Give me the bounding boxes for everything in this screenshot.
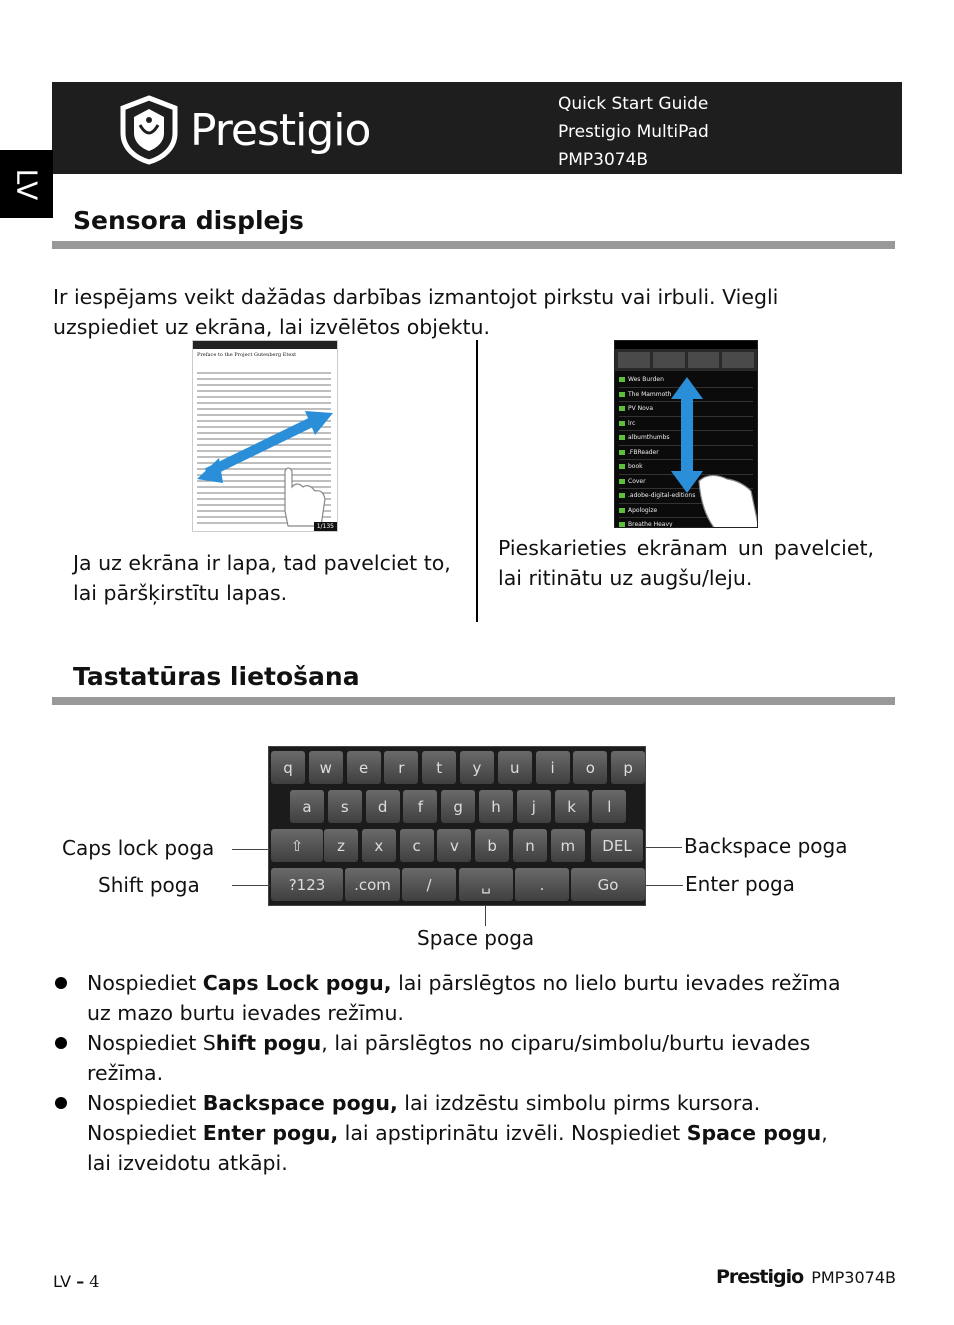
file-name: Wes Burden: [628, 376, 664, 384]
key-k[interactable]: k: [555, 790, 589, 823]
header-line-guide: Quick Start Guide: [558, 94, 709, 114]
key-u[interactable]: u: [498, 751, 532, 784]
file-name: Apologize: [628, 506, 658, 514]
section-title-touchscreen: Sensora displejs: [73, 206, 304, 235]
header-line-product: Prestigio MultiPad: [558, 122, 709, 142]
intro-paragraph: Ir iespējams veikt dažādas darbības izmantojot pirkstu vai irbuli. Viegli uzspiediet uz ekrāna, lai izvēlētos objektu.: [53, 285, 779, 339]
key-e[interactable]: e: [347, 751, 381, 784]
shift-label: Shift poga: [98, 873, 200, 897]
key-i[interactable]: i: [536, 751, 570, 784]
key-n[interactable]: n: [513, 829, 547, 862]
filelist-screenshot: [614, 340, 758, 528]
file-name: lrc: [628, 419, 636, 427]
key-v[interactable]: v: [437, 829, 471, 862]
period-key[interactable]: .: [515, 868, 569, 901]
space-leader: [485, 906, 486, 926]
caps-lock-label: Caps lock poga: [62, 836, 215, 860]
file-name: albumthumbs: [628, 434, 670, 442]
file-name: book: [628, 463, 643, 471]
ebook-text-lines: [193, 361, 338, 531]
prestigio-shield-icon: [118, 95, 180, 165]
enter-leader: [646, 885, 683, 886]
onscreen-keyboard: [268, 746, 646, 906]
ebook-screenshot: [192, 340, 338, 532]
file-name: Breathe Heavy: [628, 521, 673, 528]
space-key[interactable]: ␣: [459, 868, 513, 901]
key-r[interactable]: r: [384, 751, 418, 784]
list-item: Nospiediet Shift pogu, lai pārslēgtos no ciparu/simbolu/burtu ievades režīma.: [55, 1028, 855, 1088]
key-j[interactable]: j: [517, 790, 551, 823]
footer-brand: [716, 1266, 896, 1288]
slash-key[interactable]: /: [402, 868, 456, 901]
key-p[interactable]: p: [611, 751, 645, 784]
space-label: Space poga: [417, 926, 535, 950]
brand-logo: [118, 94, 428, 166]
column-divider: [476, 340, 478, 622]
backspace-label: Backspace poga: [684, 834, 848, 858]
shift-leader: [232, 885, 270, 886]
file-name: Cover: [628, 477, 646, 485]
swipe-gesture-overlay: [615, 341, 758, 528]
language-tab: LV: [0, 150, 53, 218]
key-c[interactable]: c: [400, 829, 434, 862]
key-z[interactable]: z: [324, 829, 358, 862]
footer-page-number: LV – 4: [53, 1272, 100, 1291]
key-w[interactable]: w: [309, 751, 343, 784]
key-o[interactable]: o: [573, 751, 607, 784]
key-g[interactable]: g: [441, 790, 475, 823]
enter-key[interactable]: Go: [571, 868, 645, 901]
backspace-key[interactable]: DEL: [591, 829, 643, 862]
footer-logo: Prestigio: [715, 1266, 804, 1288]
file-name: .FBReader: [628, 448, 659, 456]
header-info: [558, 90, 709, 174]
brand-name: Prestigio: [190, 104, 371, 156]
symbols-key[interactable]: ?123: [271, 868, 343, 901]
ebook-page-number: 1/135: [314, 522, 337, 531]
list-item: Nospiediet Caps Lock pogu, lai pārslēgtos no lielo burtu ievades režīma uz mazo burtu ievades režīmu.: [55, 968, 855, 1028]
file-name: .adobe-digital-editions: [628, 492, 696, 500]
section-rule: [52, 241, 895, 249]
key-y[interactable]: y: [460, 751, 494, 784]
bullet-icon: [55, 1097, 67, 1109]
key-s[interactable]: s: [328, 790, 362, 823]
bullet-icon: [55, 1037, 67, 1049]
instruction-list: [55, 968, 855, 1178]
key-q[interactable]: q: [271, 751, 305, 784]
key-m[interactable]: m: [551, 829, 585, 862]
dotcom-key[interactable]: .com: [345, 868, 400, 901]
key-d[interactable]: d: [366, 790, 400, 823]
enter-label: Enter poga: [685, 872, 795, 896]
key-t[interactable]: t: [422, 751, 456, 784]
key-a[interactable]: a: [290, 790, 324, 823]
list-item: Nospiediet Backspace pogu, lai izdzēstu simbolu pirms kursora. Nospiediet Enter pogu, lai apstiprinātu izvēli. Nospiediet Space pogu, lai izveidotu atkāpi.: [55, 1088, 855, 1178]
key-x[interactable]: x: [362, 829, 396, 862]
section-title-keyboard: Tastatūras lietošana: [73, 662, 360, 691]
caps-lock-leader: [232, 849, 270, 850]
key-h[interactable]: h: [479, 790, 513, 823]
key-f[interactable]: f: [403, 790, 437, 823]
section-rule: [52, 697, 895, 705]
status-bar: [193, 341, 337, 349]
header-line-model: PMP3074B: [558, 150, 649, 170]
bullet-icon: [55, 977, 67, 989]
file-name: The Mammoth: [628, 390, 672, 398]
caps-lock-key[interactable]: ⇧: [271, 829, 323, 862]
file-name: PV Nova: [628, 405, 654, 413]
key-l[interactable]: l: [592, 790, 626, 823]
ebook-title: Preface to the Project Gutenberg Etext: [197, 352, 297, 358]
right-caption: Pieskarieties ekrānam un pavelciet, lai ritinātu uz augšu/leju.: [498, 536, 874, 590]
key-b[interactable]: b: [475, 829, 509, 862]
left-caption: Ja uz ekrāna ir lapa, tad pavelciet to, lai pāršķirstītu lapas.: [73, 551, 451, 605]
backspace-leader: [646, 847, 682, 848]
footer-model: PMP3074B: [811, 1267, 896, 1287]
